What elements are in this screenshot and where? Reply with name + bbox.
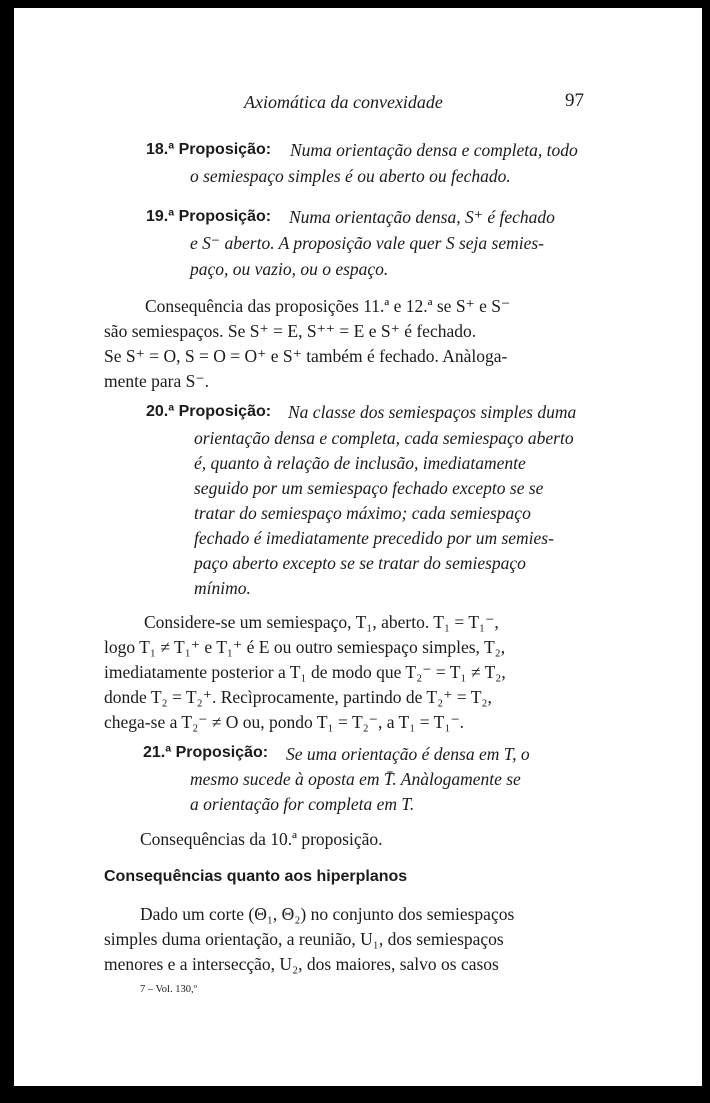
proposition-19-line: e S⁻ aberto. A proposição vale quer S seja semies- [190,233,544,253]
running-title: Axiomática da convexidade [244,92,443,112]
consequence-line: Consequência das proposições 11.ª e 12.ª se S⁺ e S⁻ [145,296,511,316]
proposition-20-line: é, quanto à relação de inclusão, imediatamente [194,453,526,473]
consequence-note: Consequências da 10.ª proposição. [140,829,383,849]
paragraph-line: menores e a intersecção, U₂, dos maiores, salvo os casos [104,954,499,974]
proposition-20-line: paço aberto excepto se se tratar do semiespaço [194,553,526,573]
book-page [14,8,702,1086]
proposition-20-label: 20.ª Proposição: [146,403,272,420]
proposition-21-label: 21.ª Proposição: [143,744,269,761]
proposition-19-line: paço, ou vazio, ou o espaço. [190,259,389,279]
proposition-18-line: Numa orientação densa e completa, todo [290,140,578,160]
proposition-19-label: 19.ª Proposição: [146,208,272,225]
consequence-line: são semiespaços. Se S⁺ = E, S⁺⁺ = E e S⁺ é fechado. [104,321,477,341]
proposition-20-line: fechado é imediatamente precedido por um semies- [194,528,554,548]
page-number: 97 [565,90,584,111]
paragraph-line: Considere-se um semiespaço, T₁, aberto. T₁ = T₁⁻, [144,612,499,632]
proposition-20-line: Na classe dos semiespaços simples duma [288,402,577,422]
paragraph-line: chega-se a T₂⁻ ≠ O ou, pondo T₁ = T₂⁻, a T₁ = T₁⁻. [104,712,465,732]
paragraph-line: imediatamente posterior a T₁ de modo que T₂⁻ = T₁ ≠ T₂, [104,662,506,682]
proposition-21-line: mesmo sucede à oposta em T̄. Anàlogamente se [190,769,521,789]
consequence-line: mente para S⁻. [104,371,209,391]
proposition-20-line: orientação densa e completa, cada semiespaço aberto [194,428,574,448]
section-heading: Consequências quanto aos hiperplanos [104,868,408,885]
proposition-20-line: seguido por um semiespaço fechado excepto se se [194,478,544,498]
signature-mark: 7 – Vol. 130,º [140,984,197,995]
consequence-line: Se S⁺ = O, S = O = O⁺ e S⁺ também é fechado. Anàloga- [104,346,508,366]
paragraph-line: donde T₂ = T₂⁺. Recìprocamente, partindo de T₂⁺ = T₂, [104,687,492,707]
paragraph-line: Dado um corte (Θ₁, Θ₂) no conjunto dos semiespaços [140,904,515,924]
proposition-21-line: a orientação for completa em T. [190,794,415,814]
proposition-20-line: tratar do semiespaço máximo; cada semiespaço [194,503,531,523]
paragraph-line: logo T₁ ≠ T₁⁺ e T₁⁺ é E ou outro semiespaço simples, T₂, [104,637,506,657]
proposition-18-label: 18.ª Proposição: [146,141,272,158]
proposition-18-line: o semiespaço simples é ou aberto ou fechado. [190,166,511,186]
proposition-21-line: Se uma orientação é densa em T, o [286,744,530,764]
paragraph-line: simples duma orientação, a reunião, U₁, dos semiespaços [104,929,504,949]
proposition-20-line: mínimo. [194,578,251,598]
proposition-19-line: Numa orientação densa, S⁺ é fechado [289,207,555,227]
